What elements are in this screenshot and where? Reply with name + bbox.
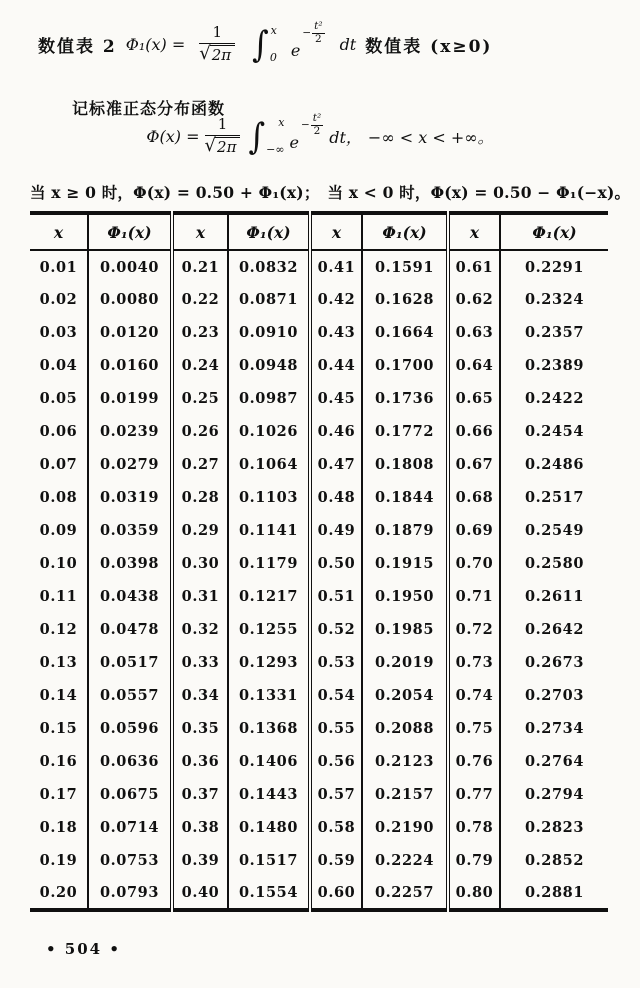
phi-value-cell: 0.2517: [500, 481, 608, 514]
phi-value-cell: 0.1554: [228, 877, 310, 910]
x-value-cell: 0.64: [448, 349, 500, 382]
col-header-x-4: x: [448, 213, 500, 250]
x-value-cell: 0.14: [39, 687, 78, 704]
phi-value-cell: 0.1217: [228, 580, 310, 613]
integral-upper-limit: x: [270, 24, 277, 37]
table-row: [30, 514, 608, 547]
exponent-minus: −: [302, 27, 312, 39]
phi-value-cell: 0.2642: [500, 613, 608, 646]
x-value-cell: 0.10: [39, 555, 78, 572]
exponent-numerator: t²: [312, 112, 322, 125]
phi-value-cell: 0.2123: [362, 745, 448, 778]
x-value-cell: 0.39: [172, 844, 228, 877]
phi-value-cell: 0.1368: [228, 712, 310, 745]
x-value-cell: 0.08: [39, 489, 78, 506]
x-value-cell: 0.18: [39, 819, 78, 836]
x-value-cell: 0.23: [172, 316, 228, 349]
table-row: [30, 646, 608, 679]
phi-value-cell: 0.0239: [88, 415, 172, 448]
x-value-cell: 0.04: [39, 357, 78, 374]
x-value-cell: 0.58: [310, 811, 362, 844]
phi-value-cell: 0.2764: [500, 745, 608, 778]
phi-value-cell: 0.1950: [362, 580, 448, 613]
phi-value-cell: 0.0438: [88, 580, 172, 613]
exponent-denominator: 2: [315, 32, 322, 45]
phi-value-cell: 0.0871: [228, 283, 310, 316]
fraction-denominator: [199, 44, 235, 64]
x-value-cell: 0.46: [310, 415, 362, 448]
table-row: [30, 745, 608, 778]
phi-value-cell: 0.0120: [88, 316, 172, 349]
e-base: e: [290, 40, 301, 60]
integral-icon: ∫: [252, 22, 269, 66]
integral-expression: [252, 24, 277, 64]
table-row: [30, 811, 608, 844]
table-row: [30, 580, 608, 613]
phi-value-cell: 0.0279: [88, 448, 172, 481]
fraction-numerator: 1: [199, 24, 235, 43]
x-value-cell: 0.60: [310, 877, 362, 910]
x-value-cell: 0.59: [310, 844, 362, 877]
phi-value-cell: 0.0910: [228, 316, 310, 349]
x-value-cell: 0.33: [172, 646, 228, 679]
exponent-fraction: [312, 21, 324, 45]
phi-relation-text: 当 x ≥ 0 时，Φ(x) = 0.50 + Φ₁(x)； 当 x < 0 时，Φ(x) = 0.50 − Φ₁(−x)。: [30, 183, 631, 202]
x-value-cell: 0.57: [310, 778, 362, 811]
x-value-cell: 0.26: [172, 415, 228, 448]
table-row: [30, 712, 608, 745]
phi-value-cell: 0.2088: [362, 712, 448, 745]
x-value-cell: 0.80: [448, 877, 500, 910]
formula-domain-range: −∞ < x < +∞。: [367, 127, 494, 147]
x-value-cell: 0.09: [39, 522, 78, 539]
x-value-cell: 0.22: [172, 283, 228, 316]
x-value-cell: 0.69: [448, 514, 500, 547]
x-value-cell: 0.56: [310, 745, 362, 778]
phi-value-cell: 0.1064: [228, 448, 310, 481]
x-value-cell: 0.52: [310, 613, 362, 646]
integral-upper-limit: x: [278, 116, 285, 129]
phi-value-cell: 0.2580: [500, 547, 608, 580]
exponent-minus: −: [300, 119, 310, 131]
x-value-cell: 0.27: [172, 448, 228, 481]
phi-value-cell: 0.1736: [362, 382, 448, 415]
formula-lhs: Φ(x) =: [146, 126, 200, 146]
table-row: [30, 877, 608, 910]
phi-value-cell: 0.0319: [88, 481, 172, 514]
phi-value-cell: 0.1591: [362, 250, 448, 283]
page-title: [38, 20, 493, 66]
exponent: [301, 113, 323, 137]
x-value-cell: 0.53: [310, 646, 362, 679]
x-value-cell: 0.35: [172, 712, 228, 745]
x-value-cell: 0.15: [39, 720, 78, 737]
phi-value-cell: 0.1844: [362, 481, 448, 514]
title-prefix: 数值表 2: [38, 36, 117, 57]
page-number: • 504 •: [46, 940, 121, 958]
col-header-x-3: x: [310, 213, 362, 250]
x-value-cell: 0.75: [448, 712, 500, 745]
x-value-cell: 0.20: [39, 884, 78, 901]
phi-value-cell: 0.2611: [500, 580, 608, 613]
x-value-cell: 0.25: [172, 382, 228, 415]
phi-value-cell: 0.2019: [362, 646, 448, 679]
phi-value-cell: 0.2852: [500, 844, 608, 877]
x-value-cell: 0.47: [310, 448, 362, 481]
x-value-cell: 0.78: [448, 811, 500, 844]
phi-value-cell: 0.1664: [362, 316, 448, 349]
table-row: [30, 448, 608, 481]
x-value-cell: 0.17: [39, 786, 78, 803]
x-value-cell: 0.67: [448, 448, 500, 481]
phi-value-cell: 0.1179: [228, 547, 310, 580]
table-row: [30, 481, 608, 514]
phi-value-cell: 0.0359: [88, 514, 172, 547]
x-value-cell: 0.74: [448, 679, 500, 712]
phi-value-cell: 0.2422: [500, 382, 608, 415]
phi-value-cell: 0.0557: [88, 679, 172, 712]
x-value-cell: 0.11: [39, 588, 78, 605]
phi-value-cell: 0.2357: [500, 316, 608, 349]
phi-value-cell: 0.1915: [362, 547, 448, 580]
x-value-cell: 0.38: [172, 811, 228, 844]
x-value-cell: 0.62: [448, 283, 500, 316]
differential-dt: dt: [339, 34, 357, 54]
phi-value-cell: 0.1772: [362, 415, 448, 448]
phi-value-cell: 0.1628: [362, 283, 448, 316]
radical-icon: √: [199, 42, 211, 64]
col-header-phi-2: Φ₁(x): [228, 213, 310, 250]
exponent-fraction: [311, 113, 323, 137]
x-value-cell: 0.68: [448, 481, 500, 514]
x-value-cell: 0.73: [448, 646, 500, 679]
x-value-cell: 0.48: [310, 481, 362, 514]
phi-value-cell: 0.0080: [88, 283, 172, 316]
table-row: [30, 250, 608, 283]
phi-value-cell: 0.1026: [228, 415, 310, 448]
phi-value-cell: 0.1255: [228, 613, 310, 646]
phi-value-cell: 0.2794: [500, 778, 608, 811]
integral-icon: ∫: [248, 114, 266, 158]
phi-value-cell: 0.2734: [500, 712, 608, 745]
phi-value-cell: 0.0199: [88, 382, 172, 415]
x-value-cell: 0.66: [448, 415, 500, 448]
title-function-lhs: Φ₁(x) =: [125, 34, 186, 54]
phi-value-cell: 0.2054: [362, 679, 448, 712]
x-value-cell: 0.05: [39, 390, 78, 407]
intro-text: 记标准正态分布函数: [72, 99, 226, 118]
phi-value-cell: 0.2389: [500, 349, 608, 382]
x-value-cell: 0.37: [172, 778, 228, 811]
radical-icon: √: [204, 134, 217, 156]
x-value-cell: 0.70: [448, 547, 500, 580]
table-row: [30, 349, 608, 382]
x-value-cell: 0.21: [172, 250, 228, 283]
phi-value-cell: 0.0714: [88, 811, 172, 844]
phi-value-cell: 0.0793: [88, 877, 172, 910]
integral-lower-limit: −∞: [266, 143, 285, 156]
radicand: 2π: [215, 137, 240, 156]
phi-value-cell: 0.1480: [228, 811, 310, 844]
radicand: 2π: [210, 45, 235, 64]
x-value-cell: 0.61: [448, 250, 500, 283]
phi-value-cell: 0.0636: [88, 745, 172, 778]
table-row: [30, 613, 608, 646]
phi-value-cell: 0.2673: [500, 646, 608, 679]
col-header-phi-4: Φ₁(x): [500, 213, 608, 250]
formula-fraction: [205, 116, 241, 156]
table-header-row: [30, 213, 608, 250]
formula-fraction-denominator: [205, 136, 241, 156]
table-row: [30, 316, 608, 349]
x-value-cell: 0.77: [448, 778, 500, 811]
x-value-cell: 0.42: [310, 283, 362, 316]
e-base: e: [289, 132, 299, 152]
x-value-cell: 0.30: [172, 547, 228, 580]
table-row: [30, 547, 608, 580]
x-value-cell: 0.19: [39, 852, 78, 869]
x-value-cell: 0.51: [310, 580, 362, 613]
x-value-cell: 0.29: [172, 514, 228, 547]
x-value-cell: 0.50: [310, 547, 362, 580]
integral-lower-limit: 0: [269, 51, 277, 64]
x-value-cell: 0.44: [310, 349, 362, 382]
phi-value-cell: 0.2291: [500, 250, 608, 283]
table-row: [30, 382, 608, 415]
phi-value-cell: 0.2324: [500, 283, 608, 316]
phi-value-cell: 0.0753: [88, 844, 172, 877]
phi-value-cell: 0.1808: [362, 448, 448, 481]
phi-value-cell: 0.1443: [228, 778, 310, 811]
col-header-x-1: x: [30, 213, 88, 250]
formula-integral: [248, 116, 284, 156]
exponent: [302, 21, 324, 45]
phi-value-cell: 0.1985: [362, 613, 448, 646]
phi-value-cell: 0.0675: [88, 778, 172, 811]
phi-value-cell: 0.2486: [500, 448, 608, 481]
col-header-phi-1: Φ₁(x): [88, 213, 172, 250]
x-value-cell: 0.55: [310, 712, 362, 745]
x-value-cell: 0.07: [39, 456, 78, 473]
x-value-cell: 0.54: [310, 679, 362, 712]
col-header-phi-3: Φ₁(x): [362, 213, 448, 250]
x-value-cell: 0.06: [39, 423, 78, 440]
x-value-cell: 0.24: [172, 349, 228, 382]
x-value-cell: 0.40: [172, 877, 228, 910]
x-value-cell: 0.72: [448, 613, 500, 646]
fraction-one-over-sqrt-2pi: [199, 24, 235, 64]
phi-value-cell: 0.2190: [362, 811, 448, 844]
phi-value-cell: 0.1103: [228, 481, 310, 514]
x-value-cell: 0.79: [448, 844, 500, 877]
phi-value-cell: 0.0596: [88, 712, 172, 745]
phi-value-cell: 0.1141: [228, 514, 310, 547]
x-value-cell: 0.71: [448, 580, 500, 613]
phi-value-cell: 0.0478: [88, 613, 172, 646]
x-value-cell: 0.36: [172, 745, 228, 778]
x-value-cell: 0.45: [310, 382, 362, 415]
phi-value-cell: 0.2454: [500, 415, 608, 448]
x-value-cell: 0.65: [448, 382, 500, 415]
phi-value-cell: 0.0160: [88, 349, 172, 382]
phi-value-cell: 0.1406: [228, 745, 310, 778]
phi-value-cell: 0.1293: [228, 646, 310, 679]
x-value-cell: 0.43: [310, 316, 362, 349]
phi-value-cell: 0.2549: [500, 514, 608, 547]
x-value-cell: 0.16: [39, 753, 78, 770]
x-value-cell: 0.41: [310, 250, 362, 283]
phi-value-cell: 0.0987: [228, 382, 310, 415]
table-row: [30, 778, 608, 811]
phi-value-cell: 0.2703: [500, 679, 608, 712]
x-value-cell: 0.12: [39, 621, 78, 638]
phi-value-cell: 0.1700: [362, 349, 448, 382]
x-value-cell: 0.03: [39, 324, 78, 341]
x-value-cell: 0.63: [448, 316, 500, 349]
phi-value-cell: 0.2224: [362, 844, 448, 877]
col-header-x-2: x: [172, 213, 228, 250]
phi-definition-formula: [0, 112, 640, 158]
phi-value-cell: 0.2257: [362, 877, 448, 910]
exponent-numerator: t²: [314, 20, 323, 33]
x-value-cell: 0.34: [172, 679, 228, 712]
table-row: [30, 844, 608, 877]
x-value-cell: 0.02: [39, 291, 78, 308]
x-value-cell: 0.76: [448, 745, 500, 778]
formula-e-term: [289, 112, 324, 152]
x-value-cell: 0.01: [39, 258, 78, 276]
phi-value-table: [30, 211, 608, 912]
phi-value-cell: 0.2881: [500, 877, 608, 910]
integral-limits: [266, 116, 284, 156]
phi-value-cell: 0.0040: [88, 250, 172, 283]
x-value-cell: 0.28: [172, 481, 228, 514]
phi-value-cell: 0.0832: [228, 250, 310, 283]
x-value-cell: 0.13: [39, 654, 78, 671]
e-exponential-term: [290, 20, 325, 60]
phi-value-cell: 0.0948: [228, 349, 310, 382]
table-row: [30, 415, 608, 448]
table-body: [30, 250, 608, 910]
formula-fraction-numerator: 1: [205, 116, 241, 135]
table-row: [30, 679, 608, 712]
x-value-cell: 0.49: [310, 514, 362, 547]
phi-value-cell: 0.2823: [500, 811, 608, 844]
phi-value-cell: 0.1879: [362, 514, 448, 547]
phi-value-cell: 0.2157: [362, 778, 448, 811]
phi-value-cell: 0.1331: [228, 679, 310, 712]
table-row: [30, 283, 608, 316]
exponent-denominator: 2: [313, 124, 321, 137]
phi-value-cell: 0.0398: [88, 547, 172, 580]
title-suffix: 数值表 (x≥0): [365, 36, 493, 57]
phi-value-cell: 0.0517: [88, 646, 172, 679]
differential-dt: dt，: [329, 127, 362, 147]
integral-limits: [270, 24, 277, 64]
x-value-cell: 0.31: [172, 580, 228, 613]
x-value-cell: 0.32: [172, 613, 228, 646]
phi-value-cell: 0.1517: [228, 844, 310, 877]
